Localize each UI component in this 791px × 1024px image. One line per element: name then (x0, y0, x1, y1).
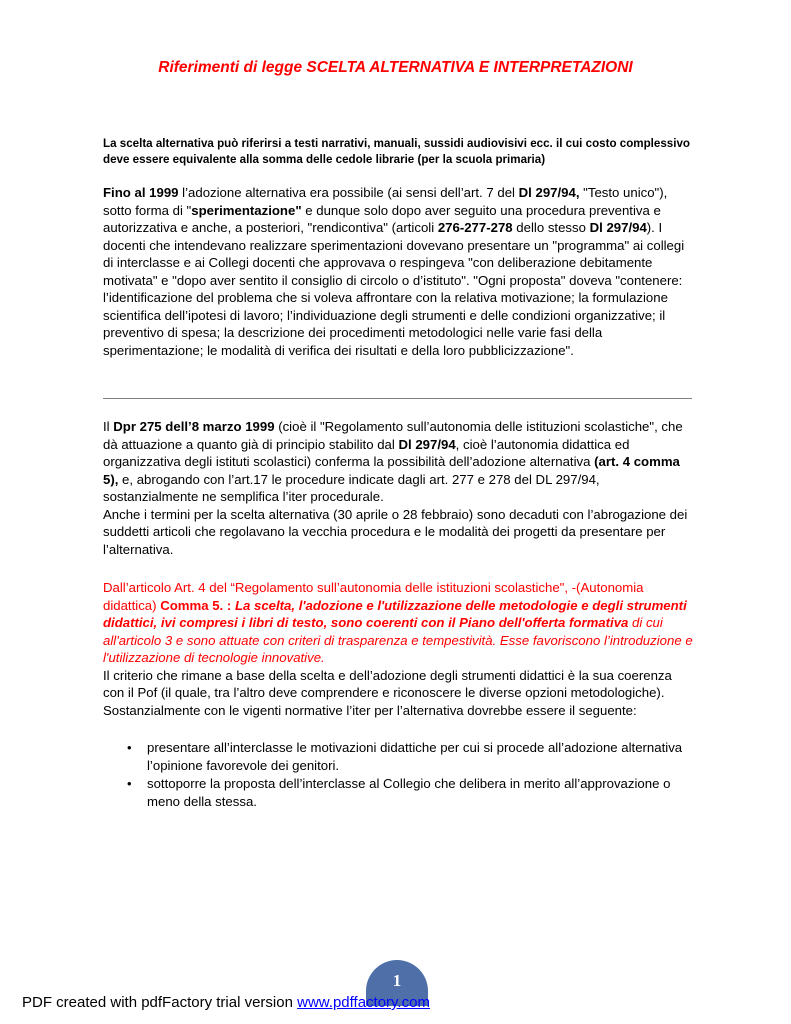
bold-text: Dpr 275 dell’8 marzo 1999 (113, 419, 275, 434)
text-span: e dunque solo dopo aver seguito una procedura preventiva e autorizzativa e anche, a posteriori, "rendicontiva" (articoli (103, 202, 661, 235)
list-item-text: sottoporre la proposta dell’interclasse al Collegio che delibera in merito all’approvazione o meno della stessa. (147, 776, 671, 809)
red-italic-text: di cui all'articolo 3 e sono attuate con criteri di trasparenza e tempestività. Esse favoriscono l’introduzione e l'utilizzazione di tecnologie innovative. (103, 615, 693, 665)
text-span: Il (103, 419, 114, 434)
text-span: ). I docenti che intendevano realizzare sperimentazioni dovevano presentare un "programma" ai collegi di interclasse e ai Collegi docenti che approvava o respingeva "con deliberazione debitamente motivata" e "dopo aver sentito il consiglio di circolo o d’istituto". "Ogni proposta" doveva "contenere: l’identificazione del problema che si voleva affrontare con la relativa motivazione; la formulazione scientifica dell’ipotesi di lavoro; l’individuazione degli strumenti e delle condizioni organizzative; il preventivo di spesa; la descrizione dei procedimenti metodologici nelle varie fasi della sperimentazione; le modalità di verifica dei risultati e della loro pubblicizzazione". (103, 220, 685, 358)
bold-text: 276-277-278 (437, 220, 513, 235)
text-span: Sostanzialmente con le vigenti normative l’iter per l’alternativa dovrebbe essere il seguente: (103, 702, 637, 718)
text-span: l’adozione alternativa era possibile (ai sensi dell’art. 7 del (178, 185, 519, 200)
bullet-icon: • (127, 776, 132, 791)
bold-text: Dl 297/94, (518, 185, 580, 200)
bold-text: Dl 297/94 (398, 436, 456, 452)
paragraph-dpr-275 (103, 418, 695, 558)
text-span: Anche i termini per la scelta alternativa (30 aprile o 28 febbraio) sono decaduti con l’abrogazione dei suddetti articoli che regolavano la vecchia procedura e le modalità dei progetti da presentare per l’alternativa. (103, 506, 688, 557)
list-item-text: presentare all’interclasse le motivazioni didattiche per cui si procede all’adozione alternativa l’opinione favorevole dei genitori. (147, 740, 683, 773)
footer-text: PDF created with pdfFactory trial version (22, 994, 298, 1011)
text-span: e, abrogando con l’art.17 le procedure indicate dagli art. 277 e 278 del DL 297/94, sostanzialmente ne semplifica l’iter procedurale. (103, 471, 600, 504)
text-span: Il criterio che rimane a base della scelta e dell’adozione degli strumenti didattici è la sua coerenza con il Pof (il quale, tra l’altro deve comprendere e riconoscere le diverse opzioni metodologiche). (103, 667, 672, 700)
document-title: Riferimenti di legge SCELTA ALTERNATIVA E INTERPRETAZIONI (158, 59, 633, 76)
text-span: dello stesso (512, 220, 590, 235)
text-span: , cioè l’autonomia didattica ed organizzativa degli istituti scolastici) conferma la possibilità dell’adozione alternativa (103, 436, 630, 469)
page-number: 1 (392, 971, 402, 990)
italic-text: La scelta, l'adozione e l'utilizzazione delle metodologie e degli strumenti didattici, ivi compresi i libri di testo, sono coerenti con il Piano dell'offerta formativa (103, 597, 687, 630)
bullet-list (103, 739, 695, 811)
paragraph-articolo-4 (103, 579, 695, 719)
red-bold-text: Comma 5. : (160, 597, 235, 613)
list-item (103, 775, 695, 810)
paragraph-fino-al-1999 (103, 184, 695, 359)
bold-text: Fino al 1999 (103, 185, 179, 200)
footer-link[interactable]: www.pdffactory.com (297, 994, 430, 1011)
text-span: (cioè il "Regolamento sull’autonomia delle istituzioni scolastiche", che dà attuazione a quanto già di principio stabilito dal (103, 419, 683, 452)
pdf-footer (22, 994, 430, 1011)
bold-text: sperimentazione" (191, 202, 302, 218)
bullet-icon: • (127, 740, 132, 755)
list-item (103, 739, 695, 774)
text-span: "Testo unico"), sotto forma di " (103, 185, 668, 218)
intro-paragraph: La scelta alternativa può riferirsi a testi narrativi, manuali, sussidi audiovisivi ecc. il cui costo complessivo deve essere equivalente alla somma delle cedole librarie (per la scuola primaria) (103, 137, 690, 166)
horizontal-divider (103, 398, 692, 399)
bold-text: (art. 4 comma 5), (103, 454, 680, 487)
bold-text: Dl 297/94 (589, 220, 647, 235)
red-text: Dall’articolo Art. 4 del “Regolamento sull’autonomia delle istituzioni scolastiche", -(Autonomia didattica) (103, 580, 644, 613)
